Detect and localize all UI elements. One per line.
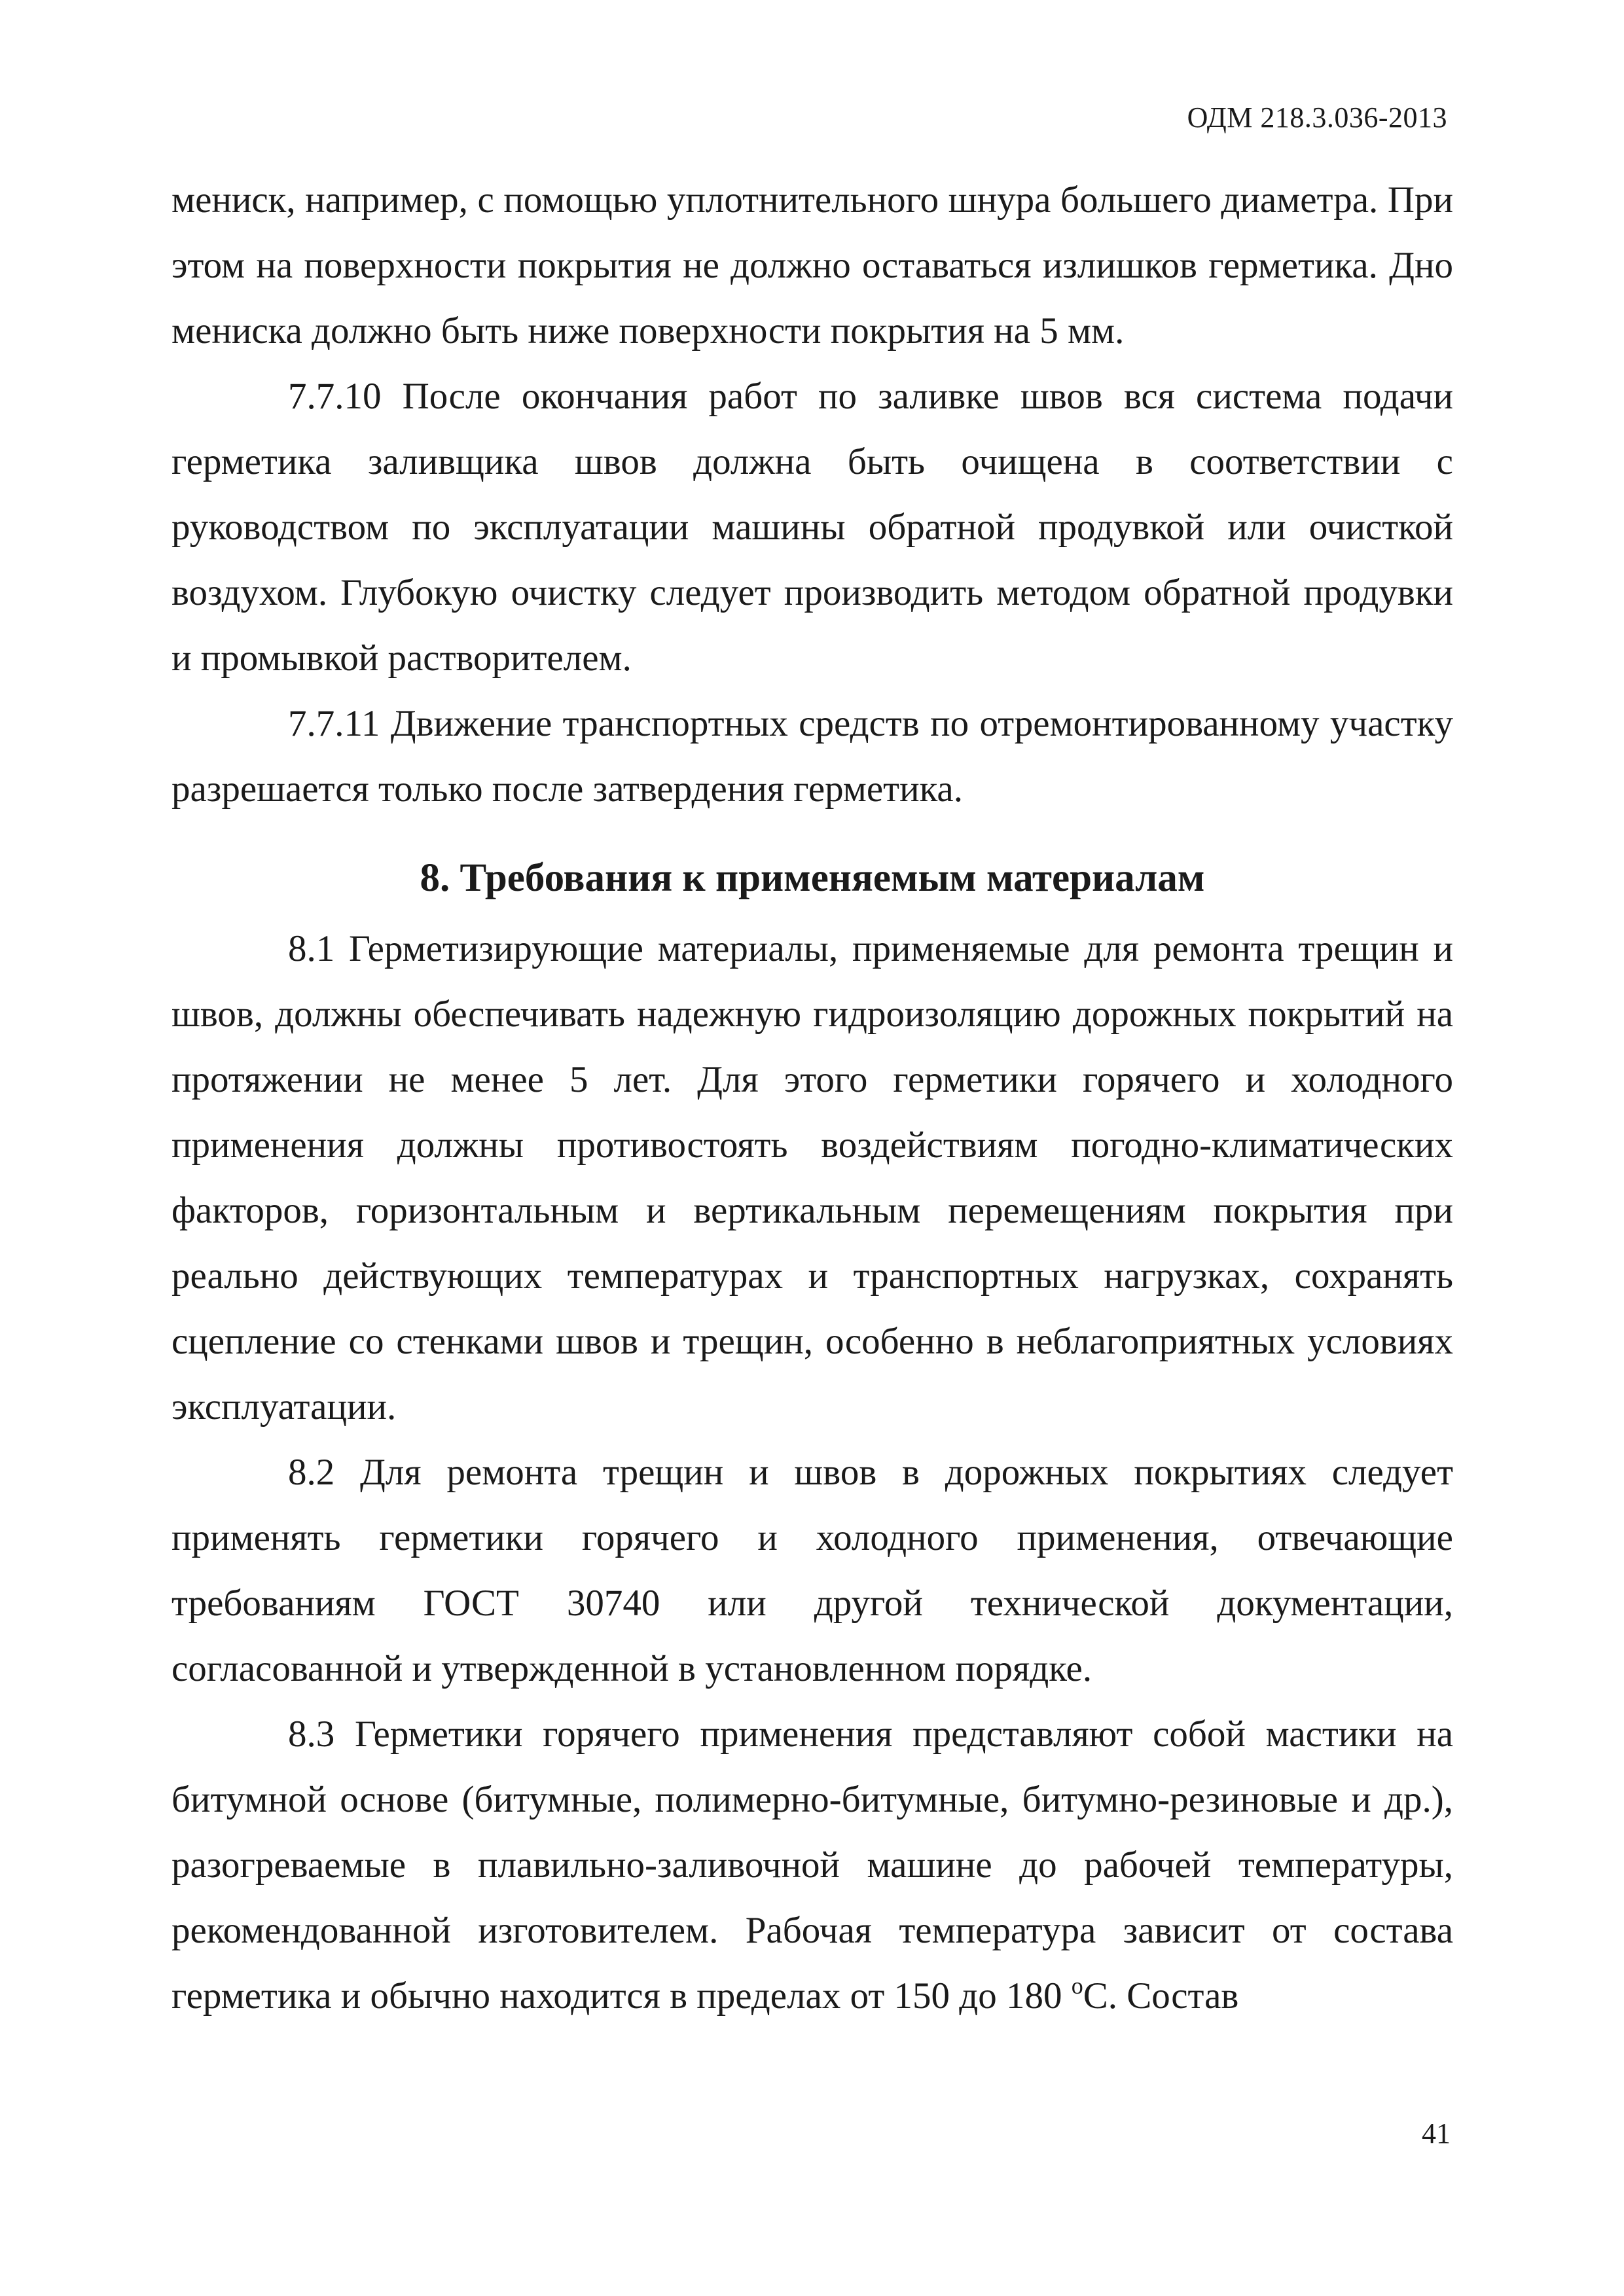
paragraph-8-1: 8.1 Герметизирующие материалы, применяемые для ремонта трещин и швов, должны обеспечивать надежную гидроизоляцию дорожных покрытий на протяжении не менее 5 лет. Для этого герметики горячего и холодного применения должны противостоять воздействиям погодно-климатических факторов, горизонтальным и вертикальным перемещениям покрытия при реально действующих температурах и транспортных нагрузках, сохранять сцепление со стенками швов и трещин, особенно в неблагоприятных условиях эксплуатации. xyxy=(171,928,1453,1427)
page-number: 41 xyxy=(1422,2117,1451,2149)
degree-superscript: o xyxy=(1071,1973,1083,1999)
paragraph-continuation: мениск, например, с помощью уплотнительного шнура большего диаметра. При этом на поверхности покрытия не должно оставаться излишков герметика. Дно мениска должно быть ниже поверхности покрытия на 5 мм. xyxy=(171,179,1453,351)
document-code: ОДМ 218.3.036-2013 xyxy=(1187,101,1447,134)
paragraph-8-2: 8.2 Для ремонта трещин и швов в дорожных покрытиях следует применять герметики горячего и холодного применения, отвечающие требованиям ГОСТ 30740 или другой технической документации, согласованной и утвержденной в установленном порядке. xyxy=(171,1452,1453,1689)
paragraph-8-3-text: 8.3 Герметики горячего применения представляют собой мастики на битумной основе (битумные, полимерно-битумные, битумно-резиновые и др.), разогреваемые в плавильно-заливочной машине до рабочей температуры, рекомендованной изготовителем. Рабочая температура зависит от состава герметика и обычно находится в пределах от 150 до 180 xyxy=(171,1713,1453,2017)
paragraph-8-3-tail: С. Состав xyxy=(1083,1975,1239,2017)
section-heading: 8. Требования к применяемым материалам xyxy=(420,856,1205,900)
page-body xyxy=(171,168,1453,2029)
paragraph-7-7-10: 7.7.10 После окончания работ по заливке швов вся система подачи герметика заливщика швов должна быть очищена в соответствии с руководством по эксплуатации машины обратной продувкой или очисткой воздухом. Глубокую очистку следует производить методом обратной продувки и промывкой растворителем. xyxy=(171,376,1453,679)
paragraph-8-3 xyxy=(171,1702,1453,2029)
paragraph-7-7-11: 7.7.11 Движение транспортных средств по отремонтированному участку разрешается только после затвердения герметика. xyxy=(171,703,1453,810)
